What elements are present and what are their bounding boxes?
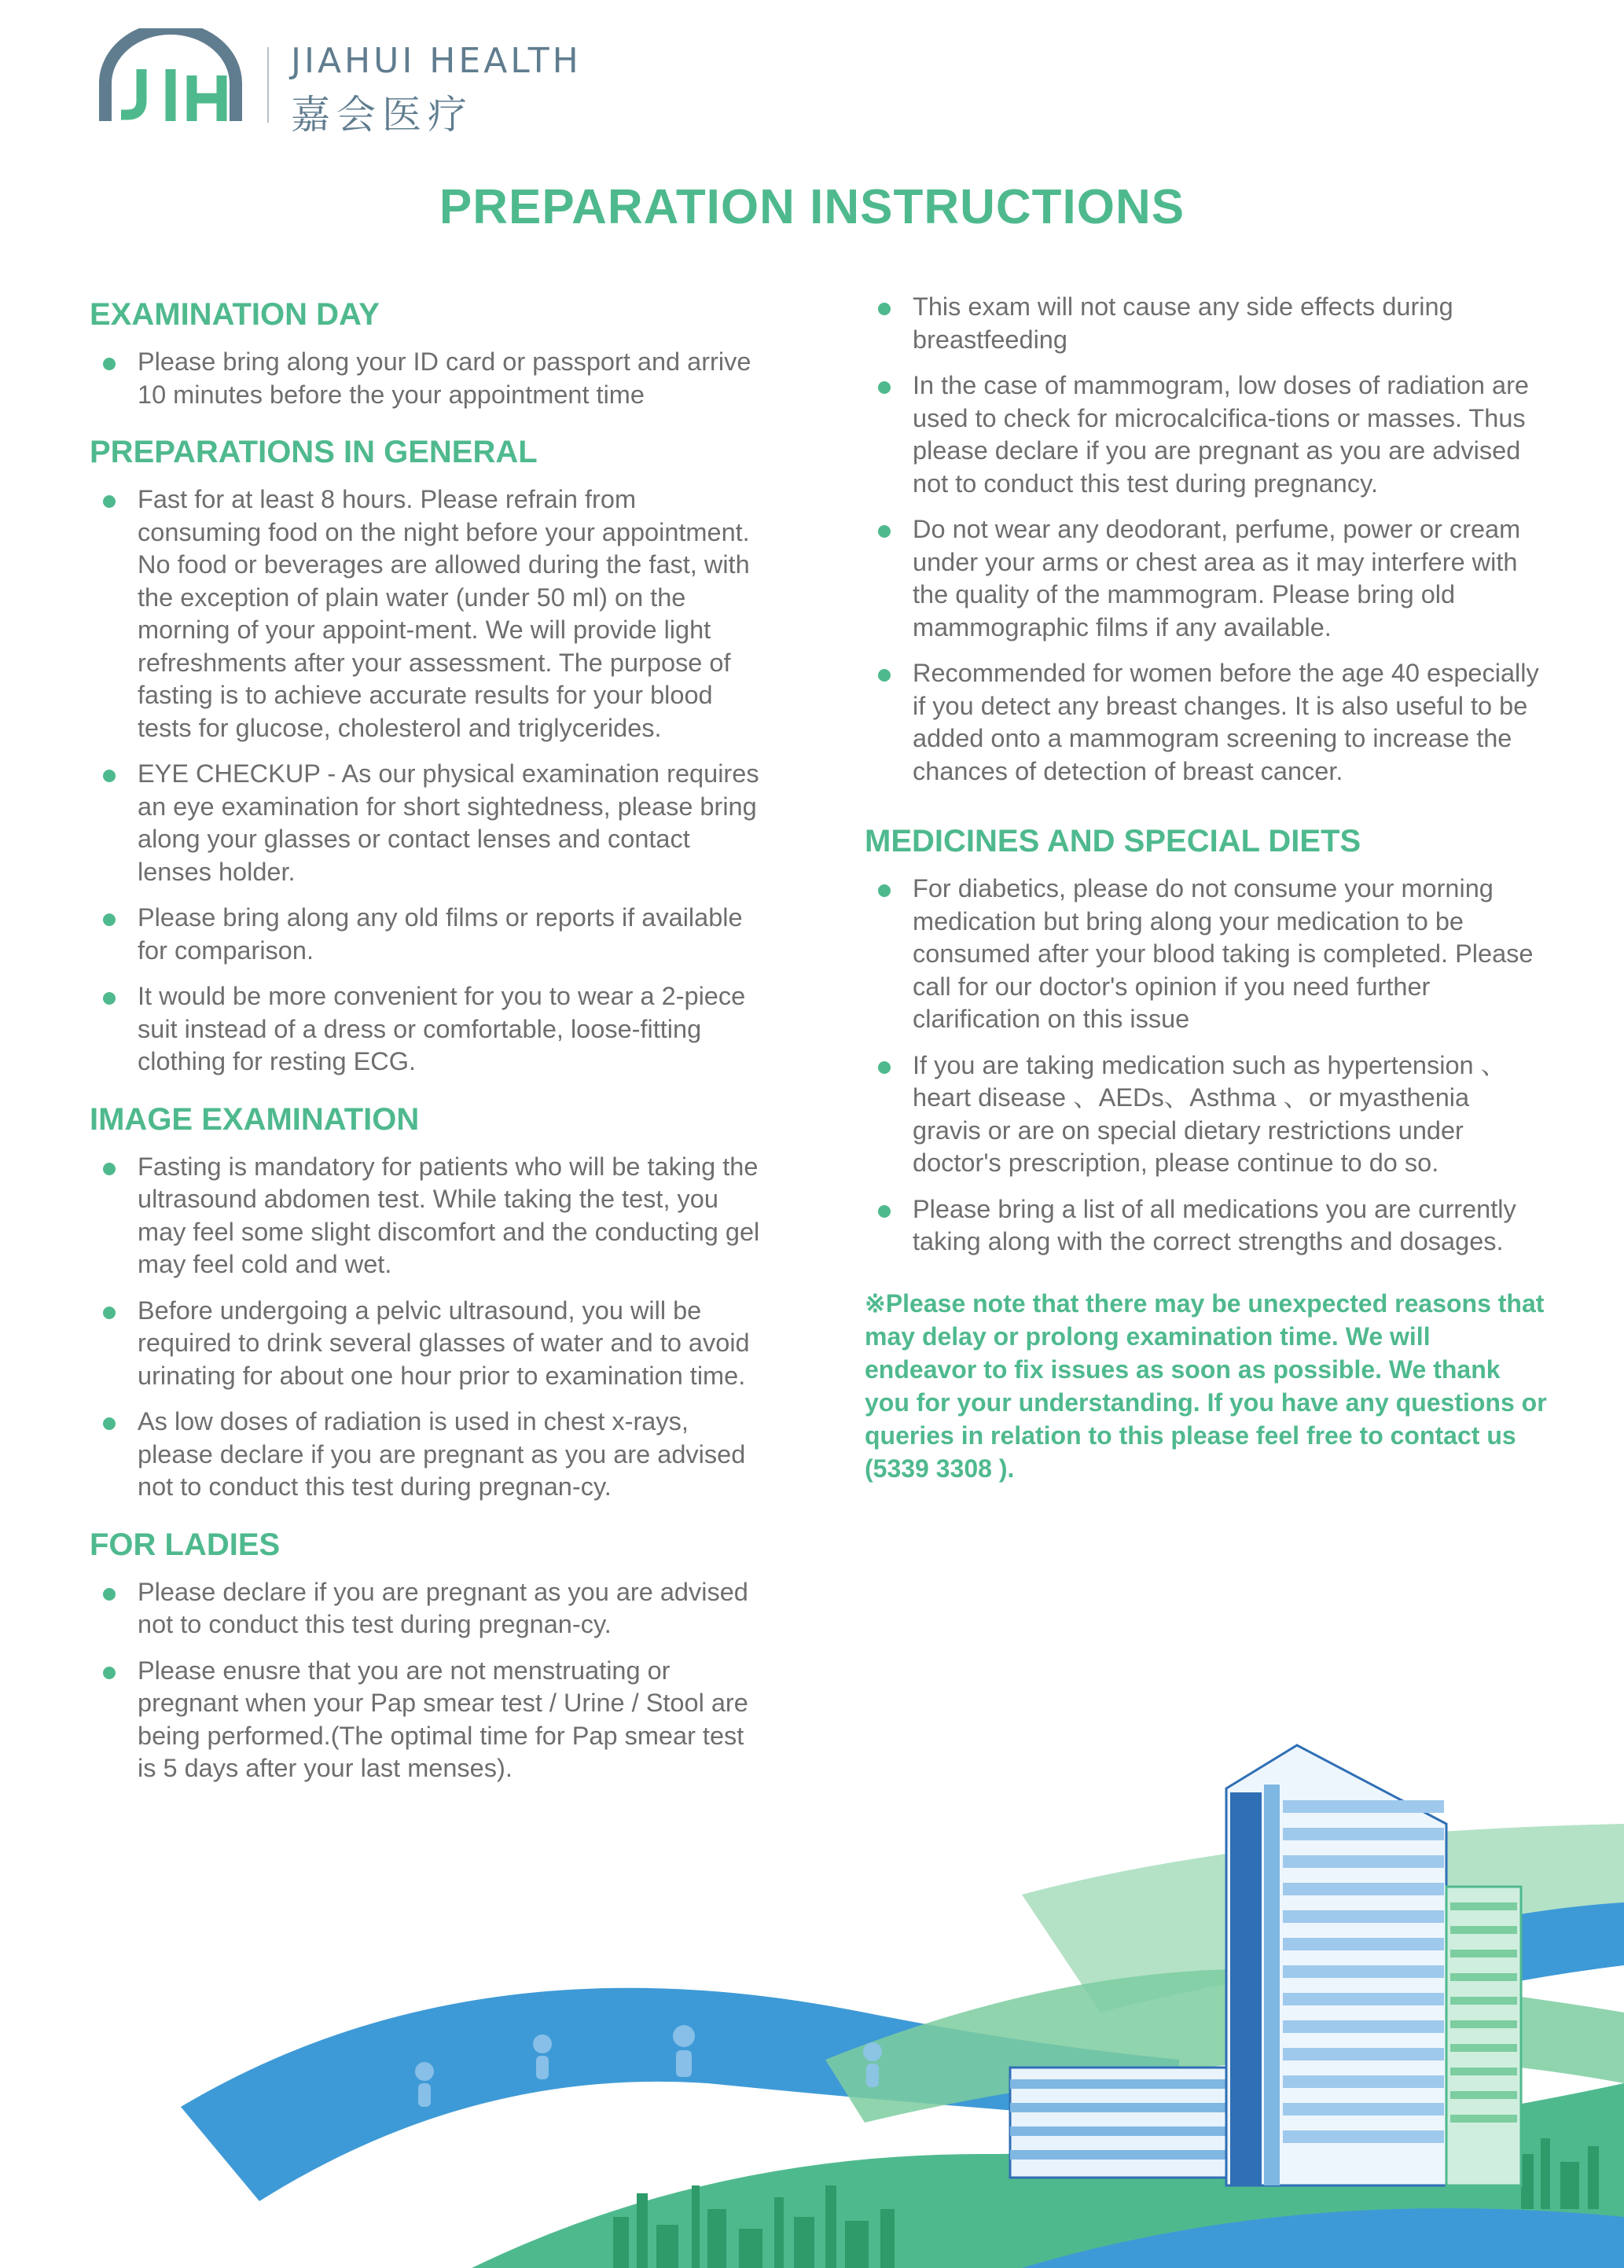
bullet-list <box>865 873 1541 1259</box>
bullet-dot-icon <box>878 381 891 394</box>
list-item <box>90 902 766 967</box>
brand-logo <box>96 28 599 138</box>
list-item-text: EYE CHECKUP - As our physical examination requires an eye examination for short sightedness, please bring along your glasses or contact lenses and contact lenses holder. <box>138 759 759 886</box>
list-item-text: As low doses of radiation is used in chest x-rays, please declare if you are pregnant as you are advised not to conduct this test during pregnan-cy. <box>138 1407 746 1501</box>
list-item-text: For diabetics, please do not consume your morning medication but bring along your medication to be consumed after your blood taking is completed. Please call for our doctor's opinion if you need further clarification on this issue <box>913 874 1534 1033</box>
section-heading: IMAGE EXAMINATION <box>90 1101 420 1137</box>
bullet-list <box>865 291 1541 788</box>
brand-name-en: JIAHUI HEALTH <box>291 41 582 81</box>
list-item <box>90 758 766 888</box>
list-item <box>90 1295 766 1393</box>
list-item-text: Fast for at least 8 hours. Please refrain from consuming food on the night before your appointment. No food or beverages are allowed during the fast, with the exception of plain water (under 50 ml) on the morning of your appoint-ment. We will provide light refreshments after your assessment. The purpose of fasting is to achieve accurate results for your blood tests for glucose, cholesterol and triglycerides. <box>138 485 750 742</box>
bullet-dot-icon <box>103 1667 116 1679</box>
bullet-dot-icon <box>878 303 891 315</box>
list-item-text: If you are taking medication such as hypertension 、heart disease 、AEDs、Asthma 、or myasthenia gravis or are on special dietary restrictions under doctor's prescription, please continue to do so. <box>913 1050 1507 1177</box>
list-item-text: Do not wear any deodorant, perfume, power or cream under your arms or chest area as it may interfere with the quality of the mammogram. Please bring old mammographic films if any available. <box>913 515 1521 641</box>
bullet-dot-icon <box>103 495 116 508</box>
list-item <box>865 291 1541 356</box>
bullet-dot-icon <box>103 992 116 1005</box>
logo-divider <box>267 47 269 123</box>
bullet-dot-icon <box>103 1307 116 1319</box>
list-item-text: In the case of mammogram, low doses of radiation are used to check for microcalcifica-tions or masses. Thus please declare if you are pregnant as you are advised not to conduct this test during pregnancy. <box>913 371 1529 498</box>
bullet-dot-icon <box>103 358 116 370</box>
list-item-text: Fasting is mandatory for patients who will be taking the ultrasound abdomen test. While taking the test, you may feel some slight discomfort and the conducting gel may feel cold and wet. <box>138 1152 760 1278</box>
bullet-list <box>90 1151 766 1504</box>
bullet-dot-icon <box>878 669 891 682</box>
hospital-illustration <box>0 1714 1624 2268</box>
left-column <box>90 291 766 1807</box>
list-item <box>865 369 1541 500</box>
section-preparations-general <box>90 433 766 1079</box>
list-item-text: Please bring along any old films or reports if available for comparison. <box>138 903 743 965</box>
bullet-dot-icon <box>103 1417 116 1430</box>
page-title: PREPARATION INSTRUCTIONS <box>439 180 1185 234</box>
bullet-dot-icon <box>878 525 891 538</box>
list-item <box>90 980 766 1079</box>
list-item-text: Please bring along your ID card or passport and arrive 10 minutes before the your appointment time <box>138 347 751 409</box>
section-heading: EXAMINATION DAY <box>90 297 380 332</box>
bullet-dot-icon <box>878 1061 891 1074</box>
list-item-text: Please bring a list of all medications you are currently taking along with the correct strengths and dosages. <box>913 1194 1516 1255</box>
section-image-examination <box>90 1101 766 1504</box>
bullet-dot-icon <box>878 1205 891 1218</box>
section-heading: MEDICINES AND SPECIAL DIETS <box>865 824 1361 858</box>
list-item-text: It would be more convenient for you to wear a 2-piece suit instead of a dress or comfortable, loose-fitting clothing for resting ECG. <box>138 982 746 1075</box>
list-item-text: Please declare if you are pregnant as you are advised not to conduct this test during pregnan-cy. <box>138 1577 748 1638</box>
contact-note: ※Please note that there may be unexpected reasons that may delay or prolong examination time. We will endeavor to fix issues as soon as possible. We thank you for your understanding. If you have any questions or queries in relation to this please feel free to contact us (5339 3308 ). <box>865 1288 1547 1483</box>
list-item-text: Before undergoing a pelvic ultrasound, you will be required to drink several glasses of water and to avoid urinating for about one hour prior to examination time. <box>138 1296 750 1390</box>
tower-building <box>1226 1745 1446 2185</box>
bullet-dot-icon <box>103 1163 116 1175</box>
section-heading: FOR LADIES <box>90 1527 281 1562</box>
right-column <box>865 291 1547 1485</box>
section-examination-day <box>90 296 766 411</box>
section-medicines-diets <box>865 822 1541 1259</box>
section-heading: PREPARATIONS IN GENERAL <box>90 435 538 469</box>
list-item-text: Recommended for women before the age 40 especially if you detect any breast changes. It is also useful to be added onto a mammogram screening to increase the chances of detection of breast cancer. <box>913 659 1539 785</box>
bullet-list <box>90 483 766 1079</box>
list-item <box>90 1406 766 1504</box>
section-for-ladies-continued <box>865 291 1541 788</box>
list-item <box>865 1049 1541 1180</box>
bullet-dot-icon <box>103 1588 116 1601</box>
list-item <box>90 1576 766 1641</box>
list-item-text: Please enusre that you are not menstruating or pregnant when your Pap smear test / Urine / Stool are being performed.(The optimal time for Pap smear test is 5 days after your last menses). <box>138 1656 748 1782</box>
brand-name-cn: 嘉会医疗 <box>291 92 473 138</box>
jih-logo-icon <box>96 28 245 130</box>
bullet-dot-icon <box>103 913 116 926</box>
list-item <box>90 346 766 411</box>
bullet-dot-icon <box>103 770 116 782</box>
list-item <box>865 513 1541 644</box>
list-item <box>865 1193 1541 1259</box>
green-tower-building <box>1446 1887 1521 2185</box>
list-item <box>90 1151 766 1281</box>
bullet-list <box>90 346 766 411</box>
list-item-text: This exam will not cause any side effects during breastfeeding <box>913 292 1453 354</box>
bullet-dot-icon <box>878 884 891 897</box>
list-item <box>90 483 766 744</box>
list-item <box>865 873 1541 1036</box>
list-item <box>865 657 1541 788</box>
